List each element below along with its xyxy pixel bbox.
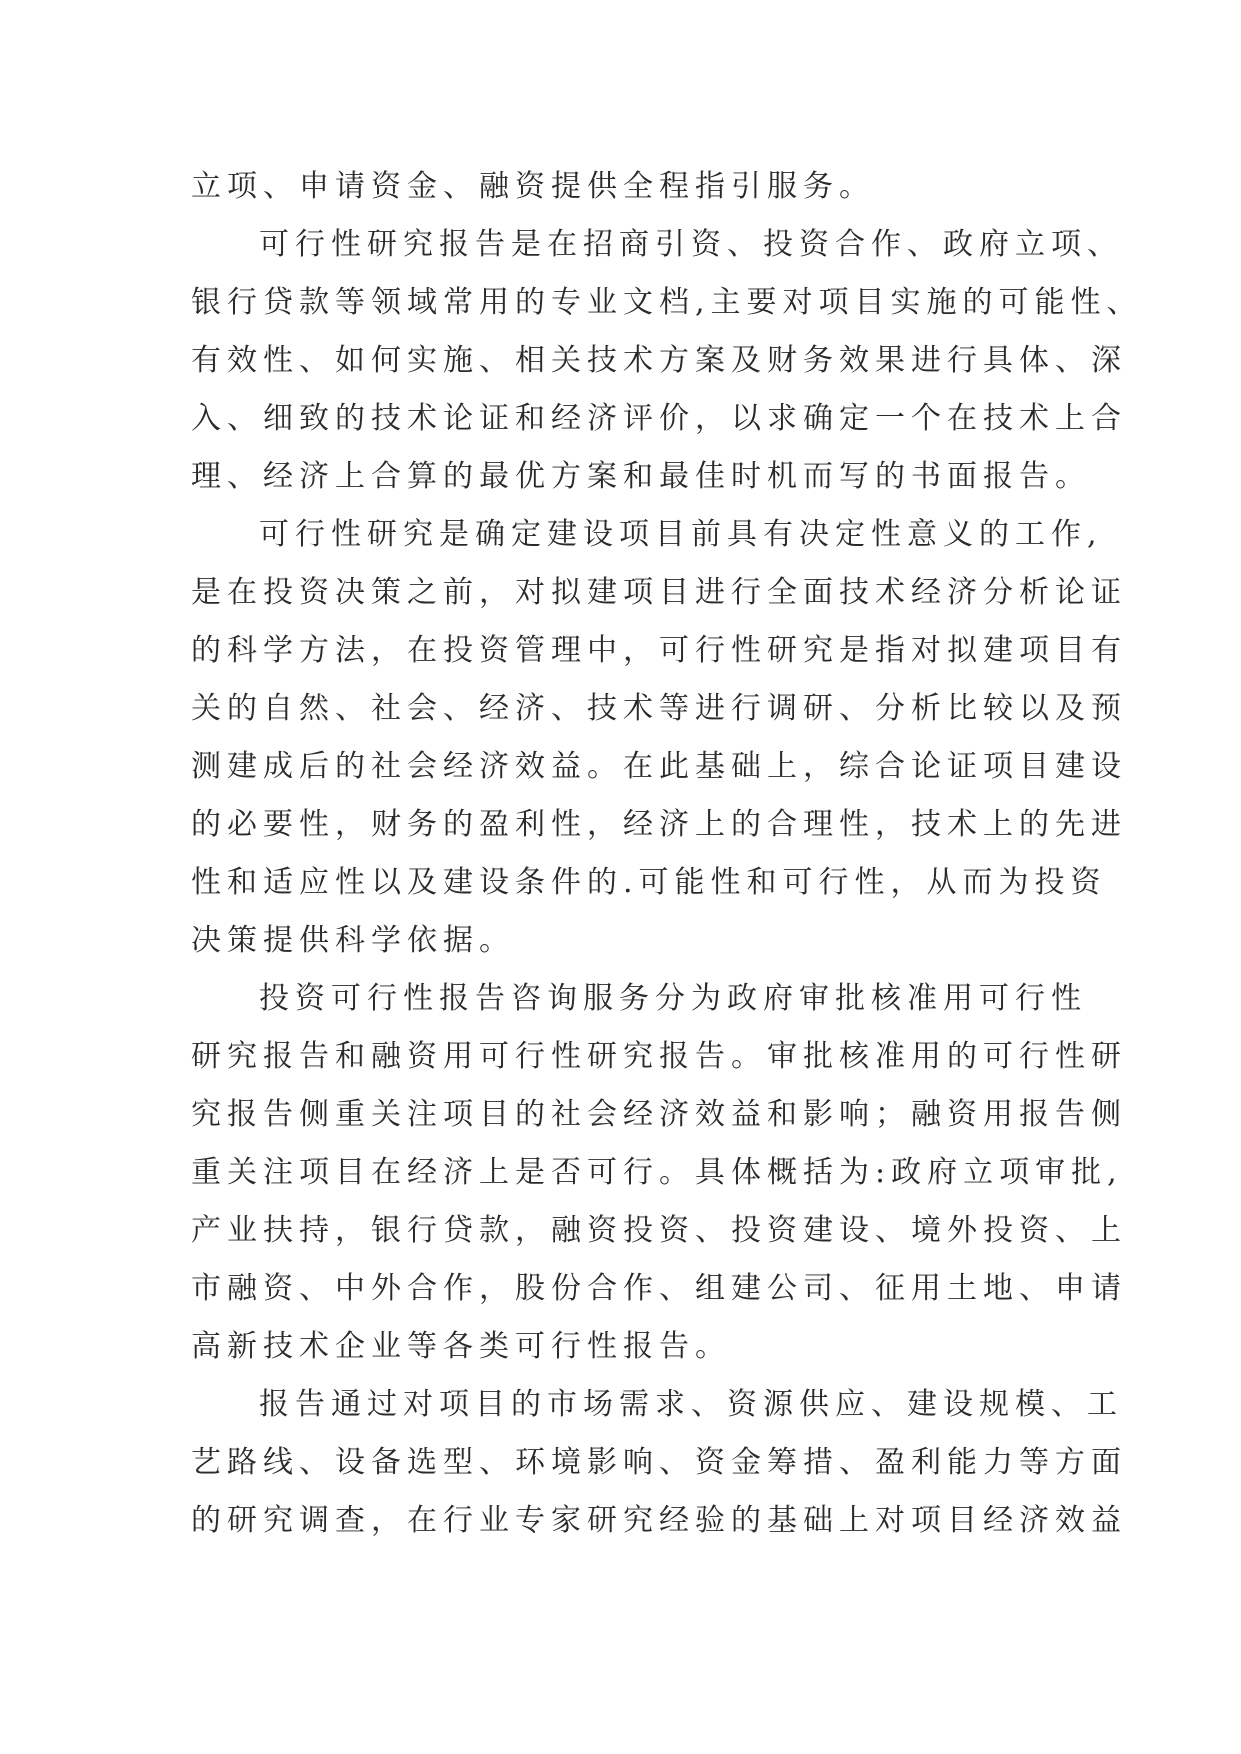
text-line: 市融资、中外合作，股份合作、组建公司、征用土地、申请 [191, 1271, 1127, 1306]
paragraph-4 [191, 970, 1127, 1376]
document-body [191, 158, 1143, 1550]
paragraph-2 [191, 216, 1143, 506]
text-line: 决策提供科学依据。 [191, 923, 515, 958]
text-line: 的科学方法，在投资管理中，可行性研究是指对拟建项目有 [191, 633, 1127, 668]
text-line: 重关注项目在经济上是否可行。具体概括为:政府立项审批, [191, 1155, 1123, 1190]
text-line: 性和适应性以及建设条件的.可能性和可行性，从而为投资 [191, 865, 1107, 900]
text-line: 关的自然、社会、经济、技术等进行调研、分析比较以及预 [191, 691, 1127, 726]
text-line: 是在投资决策之前，对拟建项目进行全面技术经济分析论证 [191, 575, 1127, 610]
text-line: 高新技术企业等各类可行性报告。 [191, 1329, 731, 1364]
text-line: 可行性研究是确定建设项目前具有决定性意义的工作, [259, 517, 1103, 552]
text-line: 研究报告和融资用可行性研究报告。审批核准用的可行性研 [191, 1039, 1127, 1074]
text-line: 立项、申请资金、融资提供全程指引服务。 [191, 169, 875, 204]
text-line: 测建成后的社会经济效益。在此基础上，综合论证项目建设 [191, 749, 1127, 784]
text-line: 究报告侧重关注项目的社会经济效益和影响；融资用报告侧 [191, 1097, 1127, 1132]
text-line: 入、细致的技术论证和经济评价，以求确定一个在技术上合 [191, 401, 1127, 436]
text-line: 银行贷款等领域常用的专业文档,主要对项目实施的可能性、 [191, 285, 1143, 320]
text-line: 报告通过对项目的市场需求、资源供应、建设规模、工 [259, 1387, 1123, 1422]
paragraph-5 [191, 1376, 1127, 1550]
text-line: 投资可行性报告咨询服务分为政府审批核准用可行性 [259, 981, 1087, 1016]
text-line: 艺路线、设备选型、环境影响、资金筹措、盈利能力等方面 [191, 1445, 1127, 1480]
paragraph-1 [191, 158, 1091, 216]
text-line: 产业扶持，银行贷款，融资投资、投资建设、境外投资、上 [191, 1213, 1127, 1248]
text-line: 的必要性，财务的盈利性，经济上的合理性，技术上的先进 [191, 807, 1127, 842]
text-line: 有效性、如何实施、相关技术方案及财务效果进行具体、深 [191, 343, 1127, 378]
paragraph-3 [191, 506, 1127, 970]
text-line: 的研究调查，在行业专家研究经验的基础上对项目经济效益 [191, 1503, 1127, 1538]
text-line: 理、经济上合算的最优方案和最佳时机而写的书面报告。 [191, 459, 1091, 494]
text-line: 可行性研究报告是在招商引资、投资合作、政府立项、 [259, 227, 1123, 262]
